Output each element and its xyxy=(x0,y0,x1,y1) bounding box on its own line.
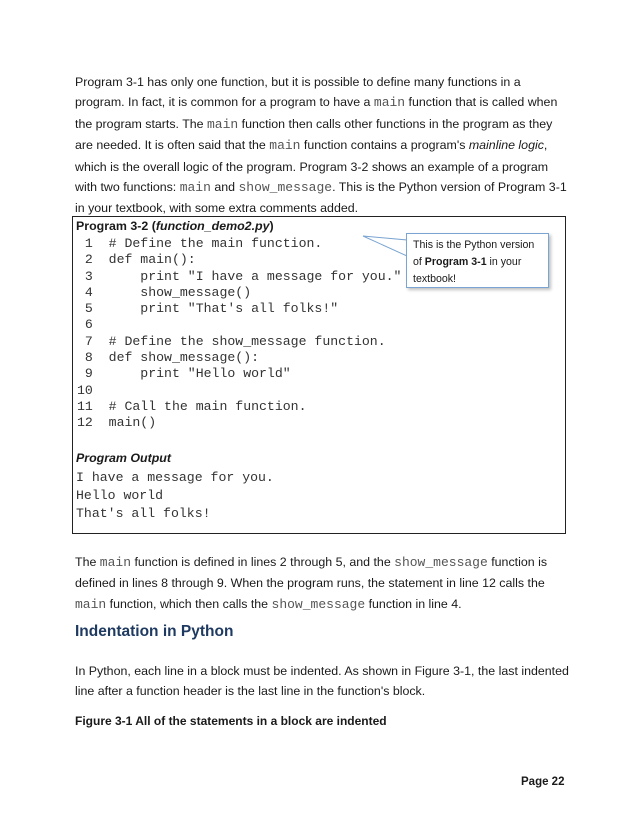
code-main: main xyxy=(373,95,406,111)
explanation-text: function in line 4. xyxy=(365,596,462,611)
program-filename: function_demo2.py xyxy=(155,219,270,233)
code-main: main xyxy=(99,555,132,570)
intro-text: and xyxy=(210,180,239,195)
code-listing xyxy=(77,236,401,432)
code-main: main xyxy=(179,180,211,196)
output-line: That's all folks! xyxy=(76,506,211,521)
code-line: 11 # Call the main function. xyxy=(77,398,307,414)
intro-text: . This is the Python version of Program 3-1 in your textbook, with some extra comments added. xyxy=(75,180,567,216)
output-line: Hello world xyxy=(76,488,164,503)
callout-text: in your textbook! xyxy=(413,256,522,285)
code-line: 1 # Define the main function. xyxy=(77,236,323,251)
explanation-text: function is defined in lines 8 through 9. When the program runs, the statement in line 12 calls the xyxy=(75,555,548,591)
intro-text: Program 3-1 has only one function, but it is possible to define many functions in a program. In fact, it is common for a program to have a xyxy=(75,75,521,110)
code-show-message: show_message xyxy=(238,180,333,196)
explanation-text: function, which then calls the xyxy=(106,596,272,611)
code-line: 6 xyxy=(77,317,93,333)
program-output xyxy=(76,469,274,523)
page-number: Page 22 xyxy=(521,776,565,788)
intro-text: function that is called when the program starts. The xyxy=(75,95,558,131)
code-line: 4 show_message() xyxy=(77,284,252,300)
code-line: 9 print "Hello world" xyxy=(77,366,291,382)
program-title-suffix: ) xyxy=(269,219,274,233)
explanation-text: function is defined in lines 2 through 5, and the xyxy=(131,555,395,569)
code-line: 7 # Define the show_message function. xyxy=(77,333,386,349)
explanation-paragraph xyxy=(75,552,570,615)
mainline-logic-term: mainline logic xyxy=(468,138,544,153)
intro-text: , which is the overall logic of the program. Program 3-2 shows an example of a program with two functions: xyxy=(75,138,549,195)
program-title xyxy=(76,219,274,233)
intro-text: function contains a program's xyxy=(300,138,469,153)
program-output-title: Program Output xyxy=(76,451,171,465)
callout-text: This is the Python version of xyxy=(413,239,535,268)
program-title-prefix: Program 3-2 ( xyxy=(76,219,156,233)
figure-caption: Figure 3-1 All of the statements in a block are indented xyxy=(75,714,387,728)
code-line: 2 def main(): xyxy=(77,252,196,268)
indentation-paragraph: In Python, each line in a block must be indented. As shown in Figure 3-1, the last indented line after a function header is the last line in the function's block. xyxy=(75,664,569,699)
callout-note xyxy=(406,233,549,288)
code-main: main xyxy=(207,116,239,132)
callout-bold-text: Program 3-1 xyxy=(424,256,487,268)
code-line: 12 main() xyxy=(77,415,157,431)
code-main: main xyxy=(75,596,107,612)
intro-text: function then calls other functions in the program as they are needed. It is often said that the xyxy=(75,116,553,153)
code-show-message: show_message xyxy=(271,596,366,612)
code-line: 10 xyxy=(77,382,93,398)
code-show-message: show_message xyxy=(394,555,488,570)
code-line: 3 print "I have a message for you." xyxy=(77,268,402,284)
section-heading: Indentation in Python xyxy=(75,623,234,640)
code-main: main xyxy=(269,138,301,154)
code-line: 8 def show_message(): xyxy=(77,350,260,366)
output-line: I have a message for you. xyxy=(76,470,274,485)
code-line: 5 print "That's all folks!" xyxy=(77,301,339,317)
explanation-text: The xyxy=(75,555,100,569)
